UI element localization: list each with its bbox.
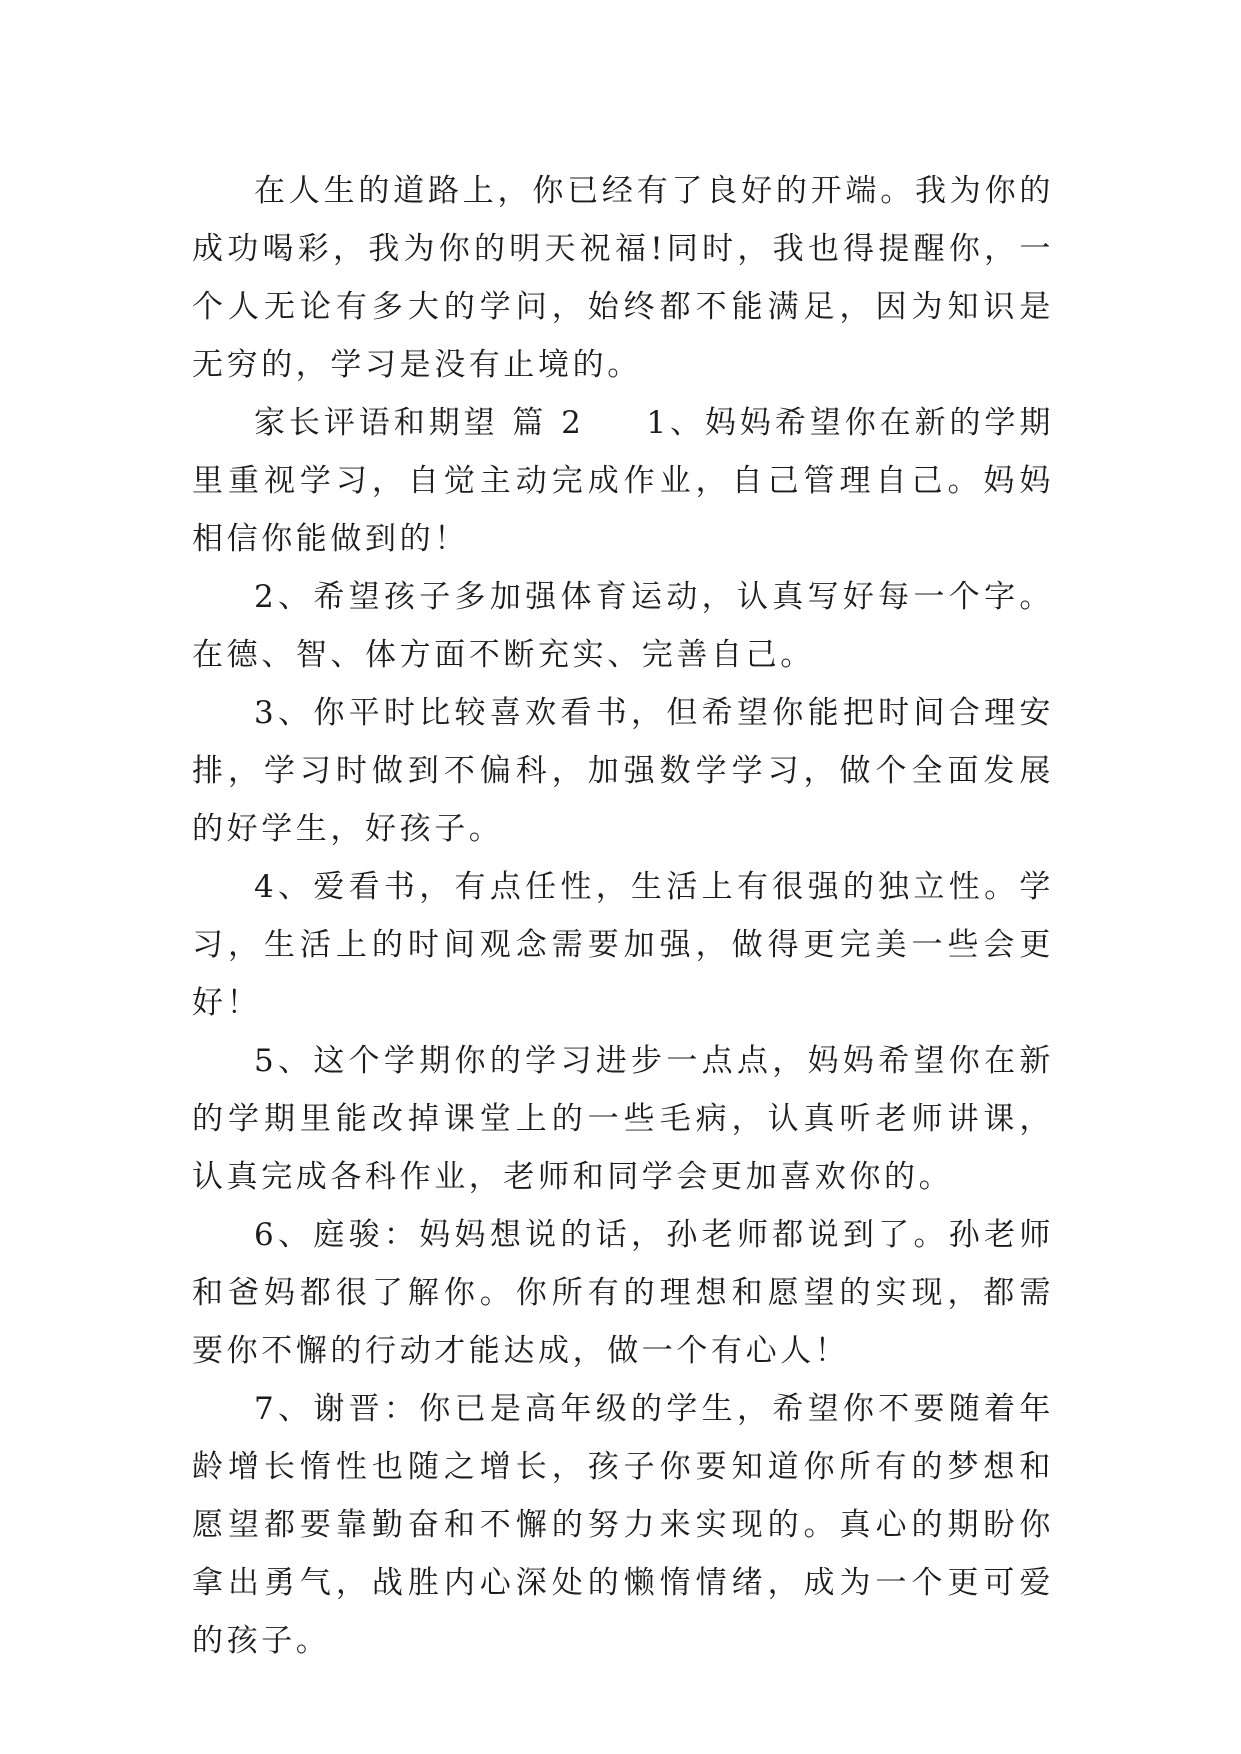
list-item-6: 6、庭骏：妈妈想说的话，孙老师都说到了。孙老师和爸妈都很了解你。你所有的理想和愿望的实现，都需要你不懈的行动才能达成，做一个有心人！ [192,1217,1054,1369]
list-item-7: 7、谢晋：你已是高年级的学生，希望你不要随着年龄增长惰性也随之增长，孩子你要知道你所有的梦想和愿望都要靠勤奋和不懈的努力来实现的。真心的期盼你拿出勇气，战胜内心深处的懒惰情绪，成为一个更可爱的孩子。 [192,1391,1054,1659]
list-item-3: 3、你平时比较喜欢看书，但希望你能把时间合理安排，学习时做到不偏科，加强数学学习，做个全面发展的好学生，好孩子。 [192,695,1054,847]
list-item-2: 2、希望孩子多加强体育运动，认真写好每一个字。在德、智、体方面不断充实、完善自己。 [192,579,1054,673]
paragraph-section-heading [192,394,1054,568]
section-heading: 家长评语和期望 篇 2 [254,405,585,441]
list-item-4: 4、爱看书，有点任性，生活上有很强的独立性。学习，生活上的时间观念需要加强，做得更完美一些会更好！ [192,869,1054,1021]
document-body [192,162,1054,1670]
list-item-5: 5、这个学期你的学习进步一点点，妈妈希望你在新的学期里能改掉课堂上的一些毛病，认真听老师讲课，认真完成各科作业，老师和同学会更加喜欢你的。 [192,1043,1054,1195]
list-item-1: 1、妈妈希望你在新的学期里重视学习，自觉主动完成作业，自己管理自己。妈妈相信你能做到的！ [192,405,1055,557]
paragraph-intro: 在人生的道路上，你已经有了良好的开端。我为你的成功喝彩，我为你的明天祝福!同时，我也得提醒你，一个人无论有多大的学问，始终都不能满足，因为知识是无穷的，学习是没有止境的。 [192,173,1054,383]
